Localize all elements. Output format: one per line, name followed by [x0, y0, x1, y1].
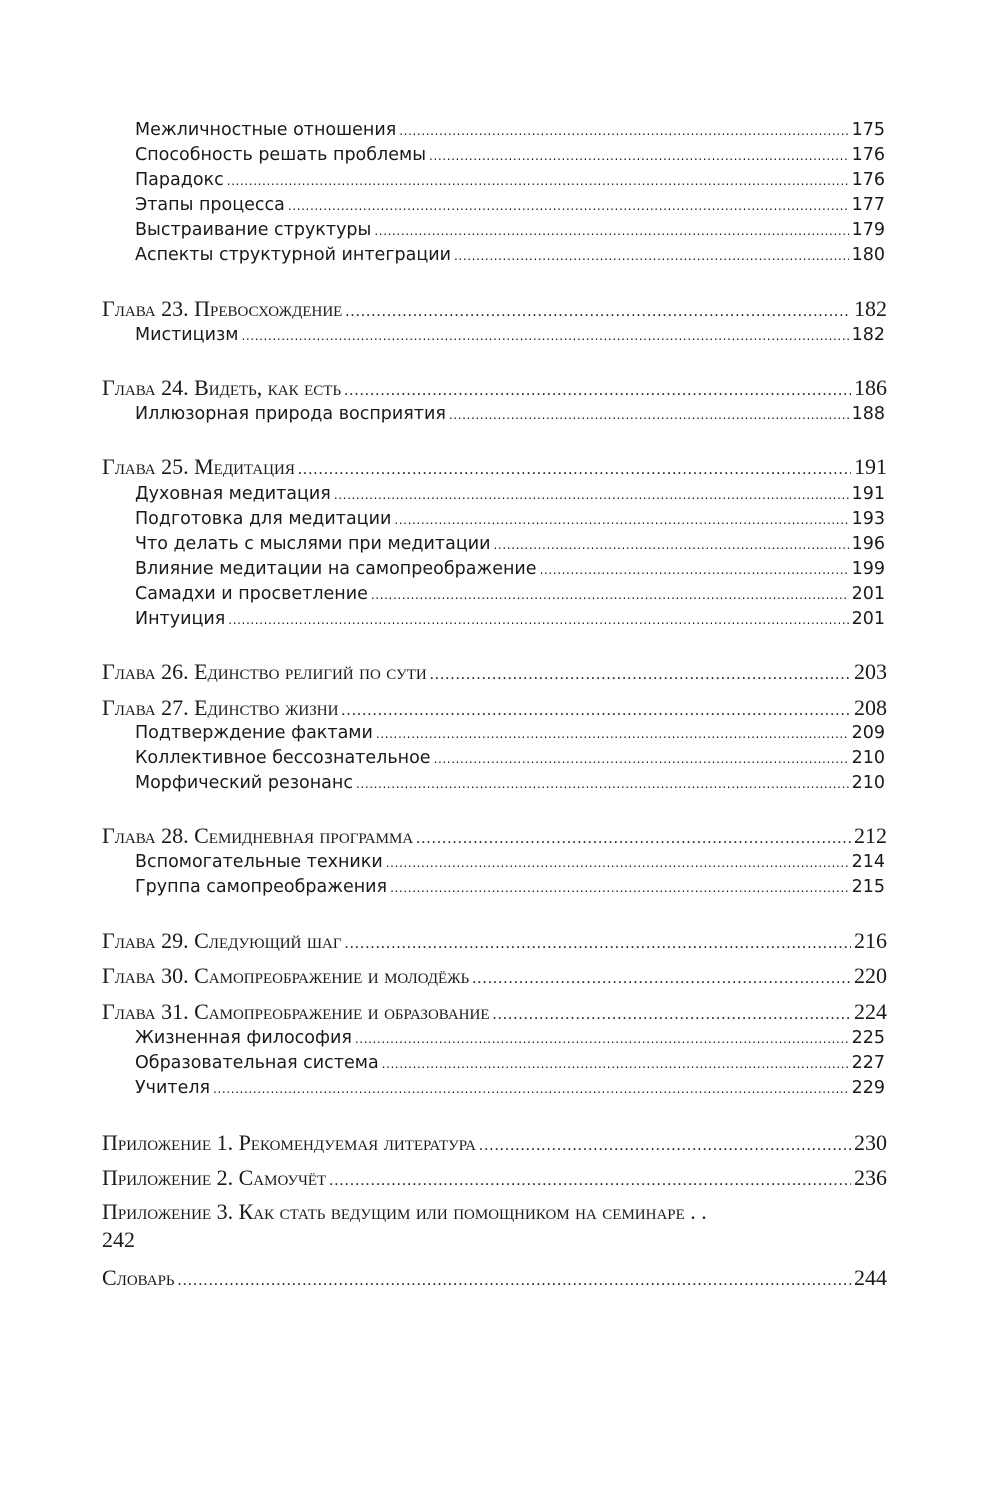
toc-chapter-page: 220 — [854, 963, 887, 988]
toc-entry-page: 177 — [851, 195, 885, 215]
toc-chapter-title: Приложение 3. Как стать ведущим или помощником на семинаре . . — [102, 1199, 707, 1224]
toc-chapter — [102, 961, 887, 994]
dot-leader — [386, 851, 849, 875]
toc-entry-title: Парадокс — [135, 170, 224, 190]
toc-entry — [135, 607, 885, 632]
dot-leader — [390, 876, 849, 900]
toc-entry — [135, 243, 885, 268]
toc-entry-title: Что делать с мыслями при медитации — [135, 534, 491, 554]
dot-leader — [371, 583, 849, 607]
toc-chapter-title: Приложение 1. Рекомендуемая литература — [102, 1130, 476, 1155]
toc-entry — [135, 218, 885, 243]
toc-entry-page: 193 — [851, 509, 885, 529]
toc-chapter-title: Глава 24. Видеть, как есть — [102, 375, 342, 400]
toc-entry-page: 201 — [851, 584, 885, 604]
dot-leader — [334, 483, 849, 507]
toc-entry — [135, 850, 885, 875]
toc-entry-title: Группа самопреображения — [135, 877, 388, 897]
toc-entry-page: 201 — [851, 609, 885, 629]
toc-entry — [135, 1076, 885, 1101]
dot-leader — [382, 1052, 849, 1076]
toc-chapter-page: 203 — [854, 659, 887, 684]
toc-entry-title: Жизненная философия — [135, 1028, 352, 1048]
toc-chapter-title: Глава 28. Семидневная программа — [102, 823, 414, 848]
toc-chapter-page: 208 — [854, 695, 887, 720]
toc-chapter-title: Глава 31. Самопреображение и образование — [102, 999, 490, 1024]
toc-chapter-title: Глава 30. Самопреображение и молодёжь — [102, 963, 470, 988]
toc-chapter-title: Приложение 2. Самоучёт — [102, 1165, 327, 1190]
toc-chapter-page: 216 — [854, 928, 887, 953]
toc-chapter-title: Глава 25. Медитация — [102, 454, 295, 479]
toc-entry-page: 229 — [851, 1078, 885, 1098]
dot-leader — [374, 219, 848, 243]
dot-leader — [430, 660, 851, 690]
toc-chapter-page: 236 — [854, 1165, 887, 1190]
toc-entry — [135, 875, 885, 900]
toc-entry-title: Учителя — [135, 1078, 211, 1098]
toc-chapter-page: 182 — [854, 296, 887, 321]
dot-leader — [449, 403, 849, 427]
dot-leader — [213, 1077, 849, 1101]
toc-entry-title: Образовательная система — [135, 1053, 379, 1073]
toc-entry-title: Влияние медитации на самопреображение — [135, 559, 537, 579]
toc-entry — [135, 771, 885, 796]
toc-entry-page: 180 — [851, 245, 885, 265]
toc-entry — [135, 1051, 885, 1076]
toc-entry-page: 182 — [851, 325, 885, 345]
toc-entry-page: 191 — [851, 484, 885, 504]
toc-entry-title: Самадхи и просветление — [135, 584, 368, 604]
toc-entry-title: Мистицизм — [135, 325, 239, 345]
toc-chapter-page: 244 — [854, 1265, 887, 1290]
toc-chapter-page: 224 — [854, 999, 887, 1024]
toc-entry — [135, 118, 885, 143]
toc-entry-title: Иллюзорная природа восприятия — [135, 404, 446, 424]
toc-entry-title: Вспомогательные техники — [135, 852, 383, 872]
toc-chapter — [102, 926, 887, 959]
dot-leader — [399, 119, 848, 143]
dot-leader — [345, 929, 851, 959]
toc-entry-page: 188 — [851, 404, 885, 424]
toc-entry-page: 210 — [851, 773, 885, 793]
dot-leader — [429, 144, 849, 168]
toc-entry-title: Подтверждение фактами — [135, 723, 373, 743]
toc-entry-title: Интуиция — [135, 609, 226, 629]
toc-entry-page: 199 — [851, 559, 885, 579]
toc-chapter-page: 242 — [102, 1227, 135, 1252]
toc-chapter-page: 191 — [854, 454, 887, 479]
dot-leader — [355, 1027, 849, 1051]
toc-entry — [135, 168, 885, 193]
dot-leader — [434, 747, 849, 771]
toc-entry — [135, 507, 885, 532]
toc-entry-title: Выстраивание структуры — [135, 220, 372, 240]
toc-entry-page: 215 — [851, 877, 885, 897]
toc-entry-page: 225 — [851, 1028, 885, 1048]
toc-entry-title: Подготовка для медитации — [135, 509, 392, 529]
dot-leader — [288, 194, 849, 218]
toc-entry — [135, 482, 885, 507]
toc-chapter — [102, 1128, 887, 1161]
toc-entry-title: Этапы процесса — [135, 195, 285, 215]
toc-chapter — [102, 657, 887, 690]
dot-leader — [494, 533, 849, 557]
toc-entry — [135, 323, 885, 348]
toc-entry — [135, 721, 885, 746]
toc-entry — [135, 532, 885, 557]
toc-chapter-page: 212 — [854, 823, 887, 848]
toc-chapter-page: 186 — [854, 375, 887, 400]
toc-chapter-title: Словарь — [102, 1265, 175, 1290]
toc-chapter-title: Глава 29. Следующий шаг — [102, 928, 342, 953]
toc-entry-page: 214 — [851, 852, 885, 872]
dot-leader — [298, 455, 851, 485]
toc-chapter-title: Глава 27. Единство жизни — [102, 695, 339, 720]
dot-leader — [178, 1266, 851, 1296]
toc-entry-page: 210 — [851, 748, 885, 768]
toc-chapter — [102, 1163, 887, 1196]
dot-leader — [227, 169, 849, 193]
toc-chapter-title: Глава 23. Превосхождение — [102, 296, 343, 321]
toc-entry — [135, 582, 885, 607]
toc-chapter — [102, 1198, 887, 1254]
dot-leader — [241, 324, 848, 348]
dot-leader — [356, 772, 849, 796]
toc-entry — [135, 193, 885, 218]
toc-entry-page: 227 — [851, 1053, 885, 1073]
toc-entry-title: Морфический резонанс — [135, 773, 353, 793]
toc-entry-page: 196 — [851, 534, 885, 554]
dot-leader — [228, 608, 848, 632]
toc-entry-title: Способность решать проблемы — [135, 145, 427, 165]
toc-entry-page: 176 — [851, 170, 885, 190]
toc-entry — [135, 143, 885, 168]
toc-entry — [135, 402, 885, 427]
toc-entry-title: Аспекты структурной интеграции — [135, 245, 451, 265]
toc-chapter — [102, 1263, 887, 1296]
toc-entry — [135, 746, 885, 771]
toc-entry-title: Коллективное бессознательное — [135, 748, 431, 768]
dot-leader — [479, 1131, 851, 1161]
toc-entry-page: 175 — [851, 120, 885, 140]
dot-leader — [329, 1166, 851, 1196]
toc-entry-title: Межличностные отношения — [135, 120, 397, 140]
toc-entry-page: 179 — [851, 220, 885, 240]
dot-leader — [540, 558, 849, 582]
toc-chapter — [102, 452, 887, 485]
toc-chapter-page: 230 — [854, 1130, 887, 1155]
dot-leader — [454, 244, 849, 268]
toc-chapter-title: Глава 26. Единство религий по сути — [102, 659, 427, 684]
toc-entry — [135, 1026, 885, 1051]
toc-entry-page: 209 — [851, 723, 885, 743]
dot-leader — [394, 508, 848, 532]
dot-leader — [472, 964, 851, 994]
toc-entry-page: 176 — [851, 145, 885, 165]
dot-leader — [376, 722, 849, 746]
toc-entry — [135, 557, 885, 582]
toc-entry-title: Духовная медитация — [135, 484, 331, 504]
